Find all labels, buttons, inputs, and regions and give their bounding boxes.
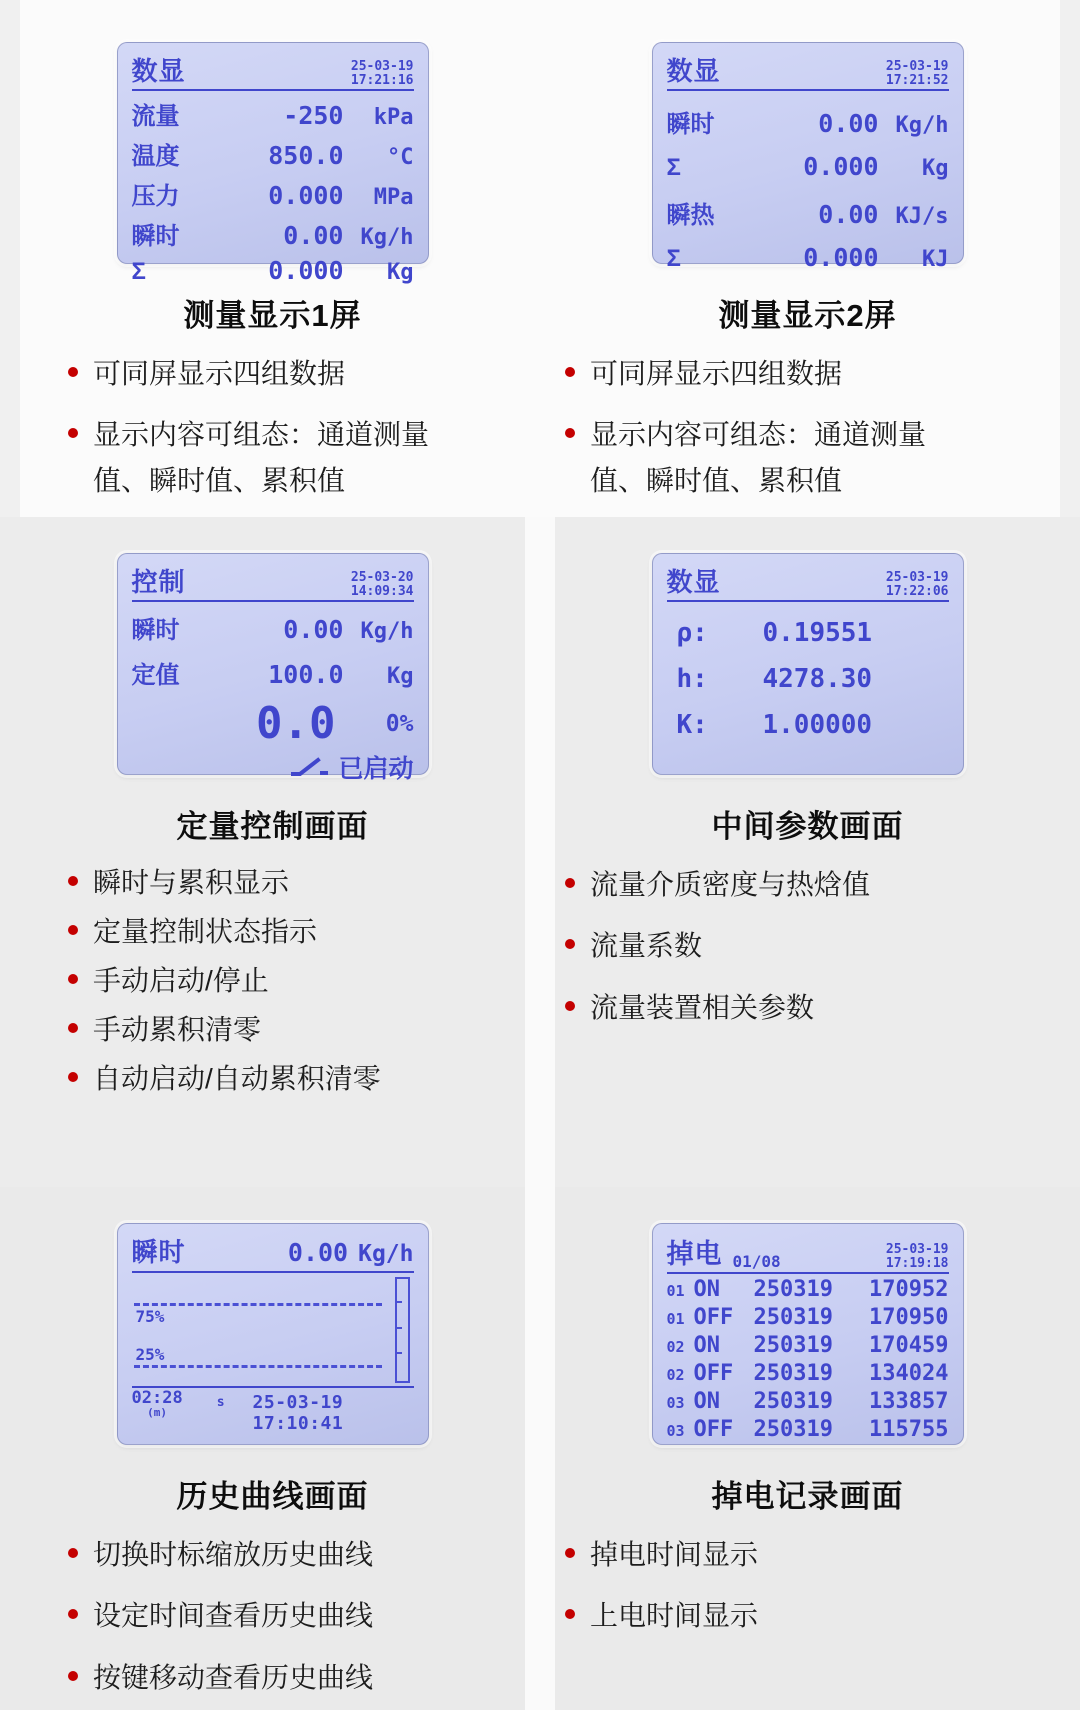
- lcd-title: 数显: [131, 56, 186, 86]
- lcd-header: [132, 1232, 414, 1273]
- progress-value: 0.0: [256, 698, 336, 749]
- column-gutter: [525, 1187, 555, 1710]
- list-item: 流量装置相关参数: [565, 985, 1060, 1030]
- trend-chart: [132, 1275, 414, 1388]
- list-item: 掉电时间显示: [565, 1532, 1060, 1577]
- lcd-row: [667, 152, 949, 182]
- row-label: 瞬时: [131, 617, 180, 644]
- list-item: 切换时标缩放历史曲线: [68, 1532, 525, 1577]
- lcd-title: 掉电: [666, 1239, 723, 1269]
- column-gutter: [525, 0, 555, 517]
- gridline-25: [134, 1365, 382, 1368]
- lcd-control-screen: [117, 553, 429, 783]
- panel-caption: 历史曲线画面: [176, 1479, 369, 1514]
- list-item: 显示内容可组态：通道测量值、瞬时值、累积值: [68, 412, 525, 503]
- trend-unit: Kg/h: [358, 1241, 414, 1267]
- feature-list: [20, 862, 525, 1100]
- bullet-dot-icon: [565, 1548, 575, 1558]
- row-unit: KJ: [922, 247, 949, 272]
- row-value: 0.000: [268, 181, 344, 210]
- bullet-dot-icon: [565, 939, 575, 949]
- bullet-dot-icon: [68, 367, 78, 377]
- panel-caption: 定量控制画面: [176, 809, 369, 844]
- section-history-power: [0, 1187, 1080, 1710]
- panel-caption: 中间参数画面: [711, 809, 904, 844]
- page-edge: [1060, 0, 1080, 517]
- lcd-title: 数显: [666, 56, 721, 86]
- row-value: 0.00: [283, 221, 344, 250]
- panel-caption: 掉电记录画面: [711, 1479, 904, 1514]
- batch-progress-row: [132, 698, 414, 749]
- lcd-row: [132, 655, 414, 690]
- lcd-time: 17:21:52: [885, 72, 949, 88]
- power-record-row: 03 ON 250319 133857: [666, 1389, 949, 1414]
- lcd-row: [132, 136, 414, 171]
- panel-caption: 测量显示1屏: [183, 298, 362, 333]
- row-unit: MPa: [373, 185, 414, 210]
- panel-intermediate-params: [555, 517, 1060, 1187]
- page-edge: [1060, 517, 1080, 1187]
- lcd-time: 17:21:16: [350, 72, 414, 88]
- lcd-date: 25-03-19: [350, 58, 414, 74]
- row-unit: kPa: [373, 105, 414, 130]
- panel-measure-1: [20, 0, 525, 517]
- row-label: 流量: [131, 103, 180, 130]
- param-label: ρ:: [676, 618, 708, 648]
- list-item: 显示内容可组态：通道测量值、瞬时值、累积值: [565, 412, 1060, 503]
- progress-percent: 0%: [385, 710, 414, 737]
- section-control-params: [0, 517, 1080, 1187]
- elapsed-time: 02:28 (m): [131, 1388, 183, 1419]
- lcd-header: [132, 562, 414, 602]
- row-value: 100.0: [268, 660, 344, 689]
- feature-list: [555, 1532, 1060, 1639]
- bullet-dot-icon: [68, 925, 78, 935]
- list-item: 定量控制状态指示: [68, 911, 525, 953]
- column-gutter: [525, 517, 555, 1187]
- row-unit: Kg/h: [895, 113, 949, 138]
- row-value: 0.00: [283, 615, 344, 644]
- row-label: 瞬时: [666, 111, 715, 138]
- status-text: 已启动: [338, 755, 414, 783]
- bullet-dot-icon: [565, 428, 575, 438]
- lcd-row: [667, 195, 949, 230]
- lcd-measure-screen-2: [652, 42, 964, 272]
- bullet-dot-icon: [68, 1548, 78, 1558]
- lcd-datetime: [886, 1243, 949, 1271]
- lcd-row: [132, 96, 414, 131]
- lcd-row: [667, 104, 949, 139]
- list-item: 流量系数: [565, 923, 1060, 968]
- row-label: Σ: [131, 258, 146, 285]
- row-label: 瞬热: [666, 202, 715, 229]
- row-unit: Kg: [387, 260, 414, 285]
- bullet-dot-icon: [565, 1001, 575, 1011]
- bullet-dot-icon: [565, 1609, 575, 1619]
- lcd-datetime: [351, 60, 414, 88]
- param-value: 4278.30: [762, 664, 873, 694]
- row-unit: KJ/s: [895, 204, 949, 229]
- power-record-row: 03 OFF 250319 115755: [666, 1417, 949, 1442]
- bullet-dot-icon: [68, 1023, 78, 1033]
- bullet-dot-icon: [68, 1072, 78, 1082]
- list-item: 手动启动/停止: [68, 960, 525, 1002]
- bullet-dot-icon: [565, 878, 575, 888]
- power-record-row: 02 OFF 250319 134024: [666, 1361, 949, 1386]
- row-unit: °C: [387, 145, 414, 170]
- row-label: 压力: [131, 183, 180, 210]
- power-record-row: 01 ON 250319 170952: [666, 1277, 949, 1302]
- row-label: 定值: [131, 662, 180, 689]
- lcd-title: 控制: [131, 567, 186, 597]
- lcd-header: [667, 562, 949, 602]
- list-item: 瞬时与累积显示: [68, 862, 525, 904]
- power-record-row: 02 ON 250319 170459: [666, 1333, 949, 1358]
- row-label: 温度: [131, 143, 180, 170]
- bullet-dot-icon: [565, 367, 575, 377]
- lcd-time: 14:09:34: [350, 583, 414, 599]
- scale-bar: [395, 1277, 410, 1383]
- row-value: 0.00: [818, 109, 879, 138]
- page-edge: [1060, 1187, 1080, 1710]
- lcd-title: 瞬时: [131, 1237, 186, 1267]
- cursor-datetime: 25-03-19 17:10:41: [252, 1392, 344, 1434]
- list-item: 按键移动查看历史曲线: [68, 1655, 525, 1700]
- lcd-power-record-screen: [652, 1223, 964, 1445]
- bullet-dot-icon: [68, 974, 78, 984]
- section-measure-screens: [0, 0, 1080, 517]
- lcd-row: [132, 610, 414, 645]
- row-value: 0.000: [803, 243, 879, 272]
- lcd-row: [132, 176, 414, 211]
- feature-list: [20, 1532, 525, 1700]
- row-unit: Kg: [387, 664, 414, 689]
- row-value: 850.0: [268, 141, 344, 170]
- lcd-datetime: [886, 60, 949, 88]
- lcd-header: [667, 1232, 949, 1274]
- row-label: Σ: [666, 154, 681, 181]
- list-item: 设定时间查看历史曲线: [68, 1593, 525, 1638]
- panel-power-record: [555, 1187, 1060, 1710]
- lcd-row: [667, 243, 949, 273]
- gridline-label: 75%: [135, 1307, 165, 1326]
- bullet-dot-icon: [68, 876, 78, 886]
- row-unit: Kg: [922, 156, 949, 181]
- lcd-date: 25-03-20: [350, 569, 414, 585]
- feature-list: [555, 862, 1060, 1030]
- lcd-header: [667, 51, 949, 91]
- page-edge: [0, 517, 20, 1187]
- panel-batch-control: [20, 517, 525, 1187]
- axis-unit: s: [216, 1395, 225, 1410]
- param-row: [667, 664, 949, 694]
- row-unit: Kg/h: [360, 619, 414, 644]
- param-row: [667, 710, 949, 740]
- gridline-75: [134, 1303, 382, 1306]
- lcd-params-screen: [652, 553, 964, 775]
- trend-value: 0.00: [287, 1238, 349, 1267]
- row-label: Σ: [666, 245, 681, 272]
- list-item: 可同屏显示四组数据: [565, 351, 1060, 396]
- panel-caption: 测量显示2屏: [718, 298, 897, 333]
- switch-icon: [291, 756, 329, 778]
- row-value: 0.000: [268, 256, 344, 285]
- power-record-row: 01 OFF 250319 170950: [666, 1305, 949, 1330]
- lcd-time: 17:19:18: [885, 1255, 949, 1271]
- list-item: 流量介质密度与热焓值: [565, 862, 1060, 907]
- row-value: 0.00: [818, 200, 879, 229]
- chart-footer: [132, 1388, 414, 1434]
- control-status: [132, 749, 414, 785]
- lcd-date: 25-03-19: [885, 58, 949, 74]
- feature-list: [555, 351, 1060, 503]
- lcd-date: 25-03-19: [885, 569, 949, 585]
- lcd-title: 数显: [666, 567, 721, 597]
- list-item: 手动累积清零: [68, 1009, 525, 1051]
- bullet-dot-icon: [68, 1609, 78, 1619]
- row-value: -250: [283, 101, 344, 130]
- panel-history-curve: [20, 1187, 525, 1710]
- bullet-dot-icon: [68, 428, 78, 438]
- list-item: 可同屏显示四组数据: [68, 351, 525, 396]
- lcd-date: 25-03-19: [885, 1241, 949, 1257]
- lcd-history-screen: [117, 1223, 429, 1445]
- lcd-time: 17:22:06: [885, 583, 949, 599]
- feature-list: [20, 351, 525, 503]
- list-item: 自动启动/自动累积清零: [68, 1058, 525, 1100]
- panel-measure-2: [555, 0, 1060, 517]
- lcd-row: [132, 216, 414, 251]
- gridline-label: 25%: [135, 1345, 165, 1364]
- row-label: 瞬时: [131, 223, 180, 250]
- row-unit: Kg/h: [360, 225, 414, 250]
- record-page-indicator: 01/08: [732, 1252, 781, 1271]
- param-value: 0.19551: [762, 618, 873, 648]
- param-label: h:: [676, 664, 708, 694]
- lcd-row: [132, 256, 414, 286]
- lcd-datetime: [351, 571, 414, 599]
- row-value: 0.000: [803, 152, 879, 181]
- bullet-dot-icon: [68, 1671, 78, 1681]
- param-label: K:: [676, 710, 708, 740]
- page-edge: [0, 1187, 20, 1710]
- lcd-datetime: [886, 571, 949, 599]
- param-value: 1.00000: [762, 710, 873, 740]
- lcd-measure-screen-1: [117, 42, 429, 285]
- page-edge: [0, 0, 20, 517]
- list-item: 上电时间显示: [565, 1593, 1060, 1638]
- param-row: [667, 618, 949, 648]
- lcd-header: [132, 51, 414, 91]
